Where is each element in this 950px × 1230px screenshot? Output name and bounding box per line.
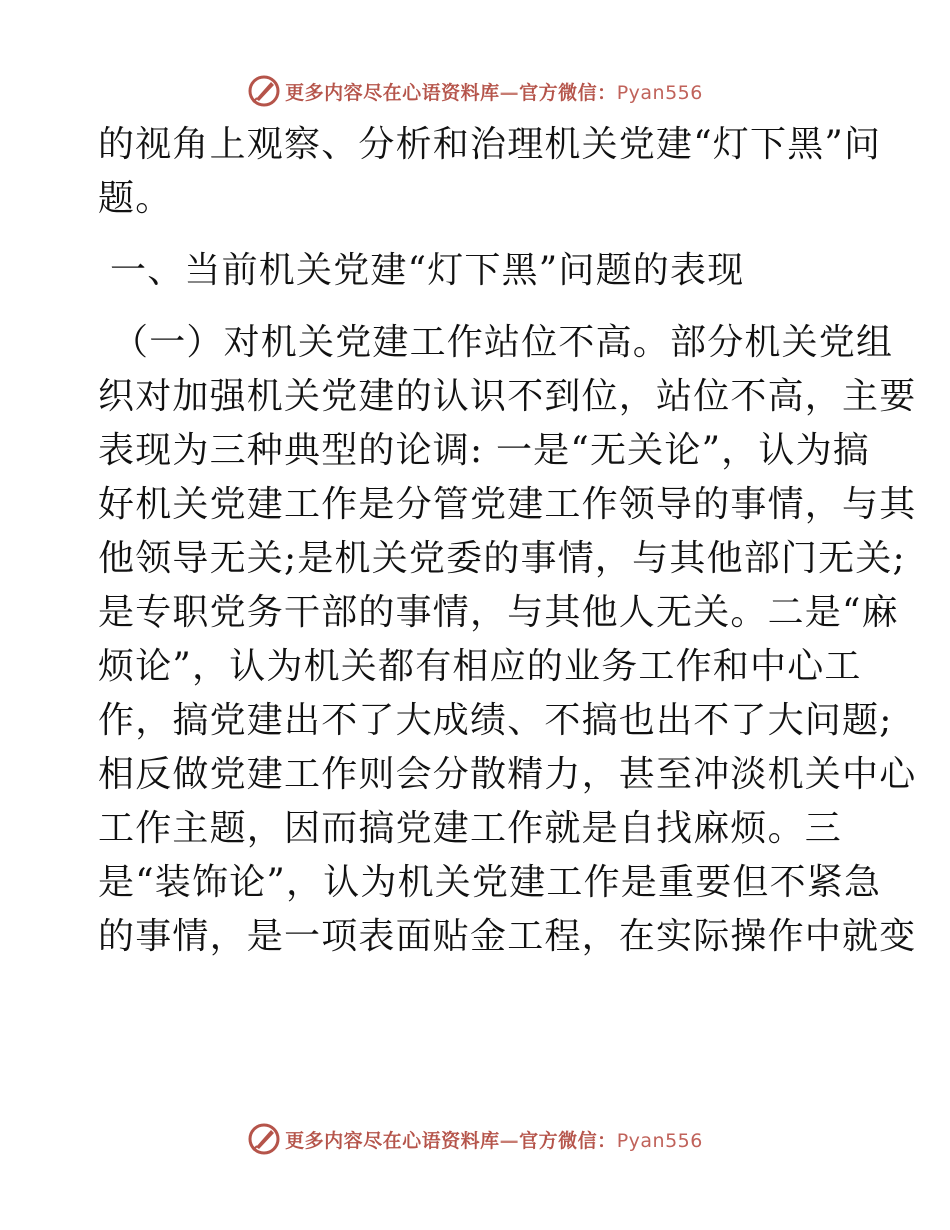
- paragraph-line: 作，搞党建出不了大成绩、不搞也出不了大问题;: [98, 700, 893, 741]
- watermark-wechat-label: 官方微信：: [519, 1129, 617, 1152]
- watermark-wechat-id: Pyan556: [616, 1129, 703, 1152]
- watermark-wechat-id: Pyan556: [616, 81, 703, 104]
- paragraph-line: （一）对机关党建工作站位不高。部分机关党组: [112, 322, 894, 363]
- watermark-dash: —: [499, 1129, 520, 1152]
- section-heading: 一、当前机关党建“灯下黑”问题的表现: [110, 250, 745, 291]
- header-watermark: [0, 71, 950, 111]
- watermark-dash: —: [499, 81, 520, 104]
- paragraph-line: 是专职党务干部的事情，与其他人无关。二是“麻: [98, 592, 899, 633]
- intro-line: 题。: [98, 178, 173, 219]
- paragraph-line: 是“装饰论”，认为机关党建工作是重要但不紧急: [98, 862, 882, 903]
- paragraph-line: 烦论”，认为机关都有相应的业务工作和中心工: [98, 646, 862, 687]
- paragraph-line: 织对加强机关党建的认识不到位，站位不高，主要: [98, 376, 917, 417]
- document-body: [98, 118, 917, 964]
- watermark-wechat-label: 官方微信：: [519, 81, 617, 104]
- watermark-logo-icon: [247, 1122, 281, 1156]
- watermark-name: 更多内容尽在心语资料库: [285, 81, 500, 104]
- paragraph-line: 的事情，是一项表面贴金工程，在实际操作中就变: [98, 916, 917, 957]
- paragraph-line: 工作主题，因而搞党建工作就是自找麻烦。三: [98, 808, 843, 849]
- footer-watermark: [0, 1119, 950, 1159]
- paragraph-line: 表现为三种典型的论调: 一是“无关论”，认为搞: [98, 430, 870, 471]
- intro-line: 的视角上观察、分析和治理机关党建“灯下黑”问: [98, 124, 882, 165]
- paragraph-line: 他领导无关;是机关党委的事情，与其他部门无关;: [98, 538, 906, 579]
- paragraph-line: 相反做党建工作则会分散精力，甚至冲淡机关中心: [98, 754, 917, 795]
- watermark-logo-icon: [247, 74, 281, 108]
- paragraph-line: 好机关党建工作是分管党建工作领导的事情，与其: [98, 484, 917, 525]
- watermark-name: 更多内容尽在心语资料库: [285, 1129, 500, 1152]
